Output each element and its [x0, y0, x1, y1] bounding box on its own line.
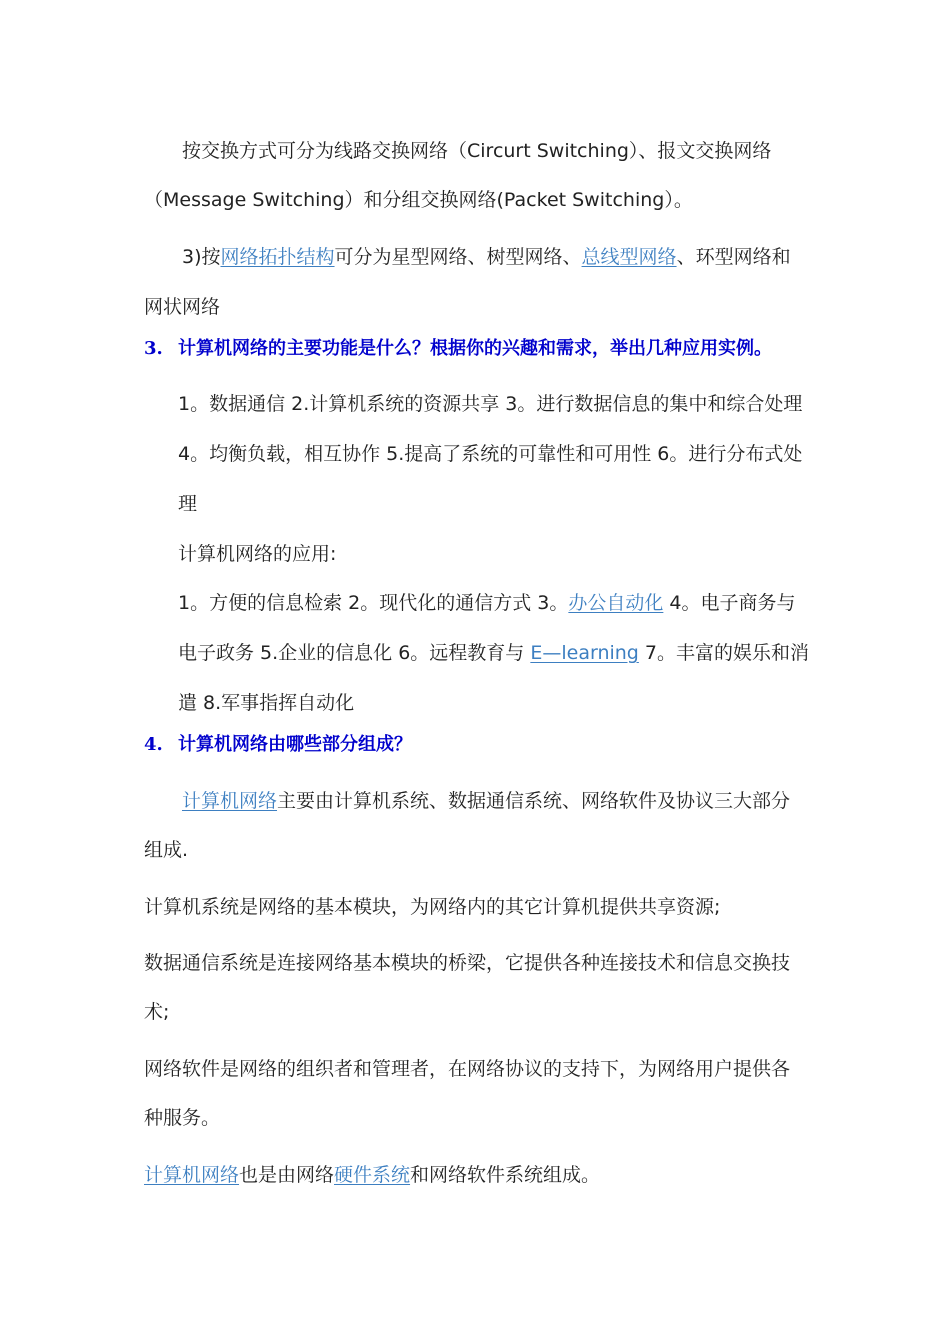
question-3-heading	[144, 337, 772, 361]
link-computer-network[interactable]: 计算机网络	[144, 1164, 240, 1186]
answer-3-line1: 1。数据通信 2.计算机系统的资源共享 3。进行数据信息的集中和综合处理	[178, 393, 803, 415]
answer-4-last-suffix: 和网络软件系统组成。	[410, 1164, 601, 1186]
answer-3-line2: 4。均衡负载，相互协作 5.提高了系统的可靠性和可用性 6。进行分布式处	[178, 443, 803, 465]
question-4-text: 计算机网络由哪些部分组成？	[178, 734, 412, 755]
answer-4-software-line1: 网络软件是网络的组织者和管理者，在网络协议的支持下，为网络用户提供各	[144, 1058, 791, 1080]
applications-line2-suffix: 7。丰富的娱乐和消	[638, 642, 810, 664]
question-4-heading	[144, 733, 412, 757]
paragraph-switching-line1: 按交换方式可分为线路交换网络（Circurt Switching）、报文交换网络	[182, 140, 772, 162]
answer-4-intro-line2: 组成.	[144, 839, 189, 861]
link-e-learning[interactable]: E—learning	[530, 642, 639, 664]
topology-mid: 可分为星型网络、树型网络、	[334, 246, 582, 268]
applications-title: 计算机网络的应用:	[178, 543, 337, 565]
answer-4-last-line	[144, 1162, 600, 1188]
answer-4-intro-line1	[182, 788, 790, 814]
link-network-topology[interactable]: 网络拓扑结构	[220, 246, 335, 268]
paragraph-topology-line2: 网状网络	[144, 296, 221, 318]
answer-4-software-line2: 种服务。	[144, 1107, 221, 1129]
applications-line3: 遣 8.军事指挥自动化	[178, 692, 355, 714]
answer-4-intro-text: 主要由计算机系统、数据通信系统、网络软件及协议三大部分	[277, 790, 791, 812]
link-bus-network[interactable]: 总线型网络	[581, 246, 677, 268]
question-3-text: 计算机网络的主要功能是什么？根据你的兴趣和需求，举出几种应用实例。	[178, 338, 772, 359]
answer-3-line3: 理	[178, 493, 198, 515]
applications-line1-prefix: 1。方便的信息检索 2。现代化的通信方式 3。	[178, 592, 569, 614]
paragraph-switching-line2: （Message Switching）和分组交换网络(Packet Switching）。	[144, 189, 693, 211]
link-hardware-system[interactable]: 硬件系统	[334, 1164, 411, 1186]
link-computer-network-intro[interactable]: 计算机网络	[182, 790, 278, 812]
answer-4-last-mid: 也是由网络	[239, 1164, 335, 1186]
answer-4-data-comm-line2: 术;	[144, 1001, 170, 1023]
answer-4-computer-system: 计算机系统是网络的基本模块，为网络内的其它计算机提供共享资源;	[144, 896, 721, 918]
applications-line1	[178, 590, 796, 616]
question-3-number: 3.	[144, 338, 163, 359]
applications-line2-prefix: 电子政务 5.企业的信息化 6。远程教育与	[178, 642, 531, 664]
topology-prefix: 3)按	[182, 246, 221, 268]
topology-suffix: 、环型网络和	[676, 246, 791, 268]
answer-4-data-comm-line1: 数据通信系统是连接网络基本模块的桥梁，它提供各种连接技术和信息交换技	[144, 952, 791, 974]
applications-line2	[178, 640, 809, 666]
link-office-automation[interactable]: 办公自动化	[568, 592, 664, 614]
paragraph-topology-line1	[182, 244, 791, 270]
question-4-number: 4.	[144, 734, 163, 755]
applications-line1-suffix: 4。电子商务与	[663, 592, 796, 614]
